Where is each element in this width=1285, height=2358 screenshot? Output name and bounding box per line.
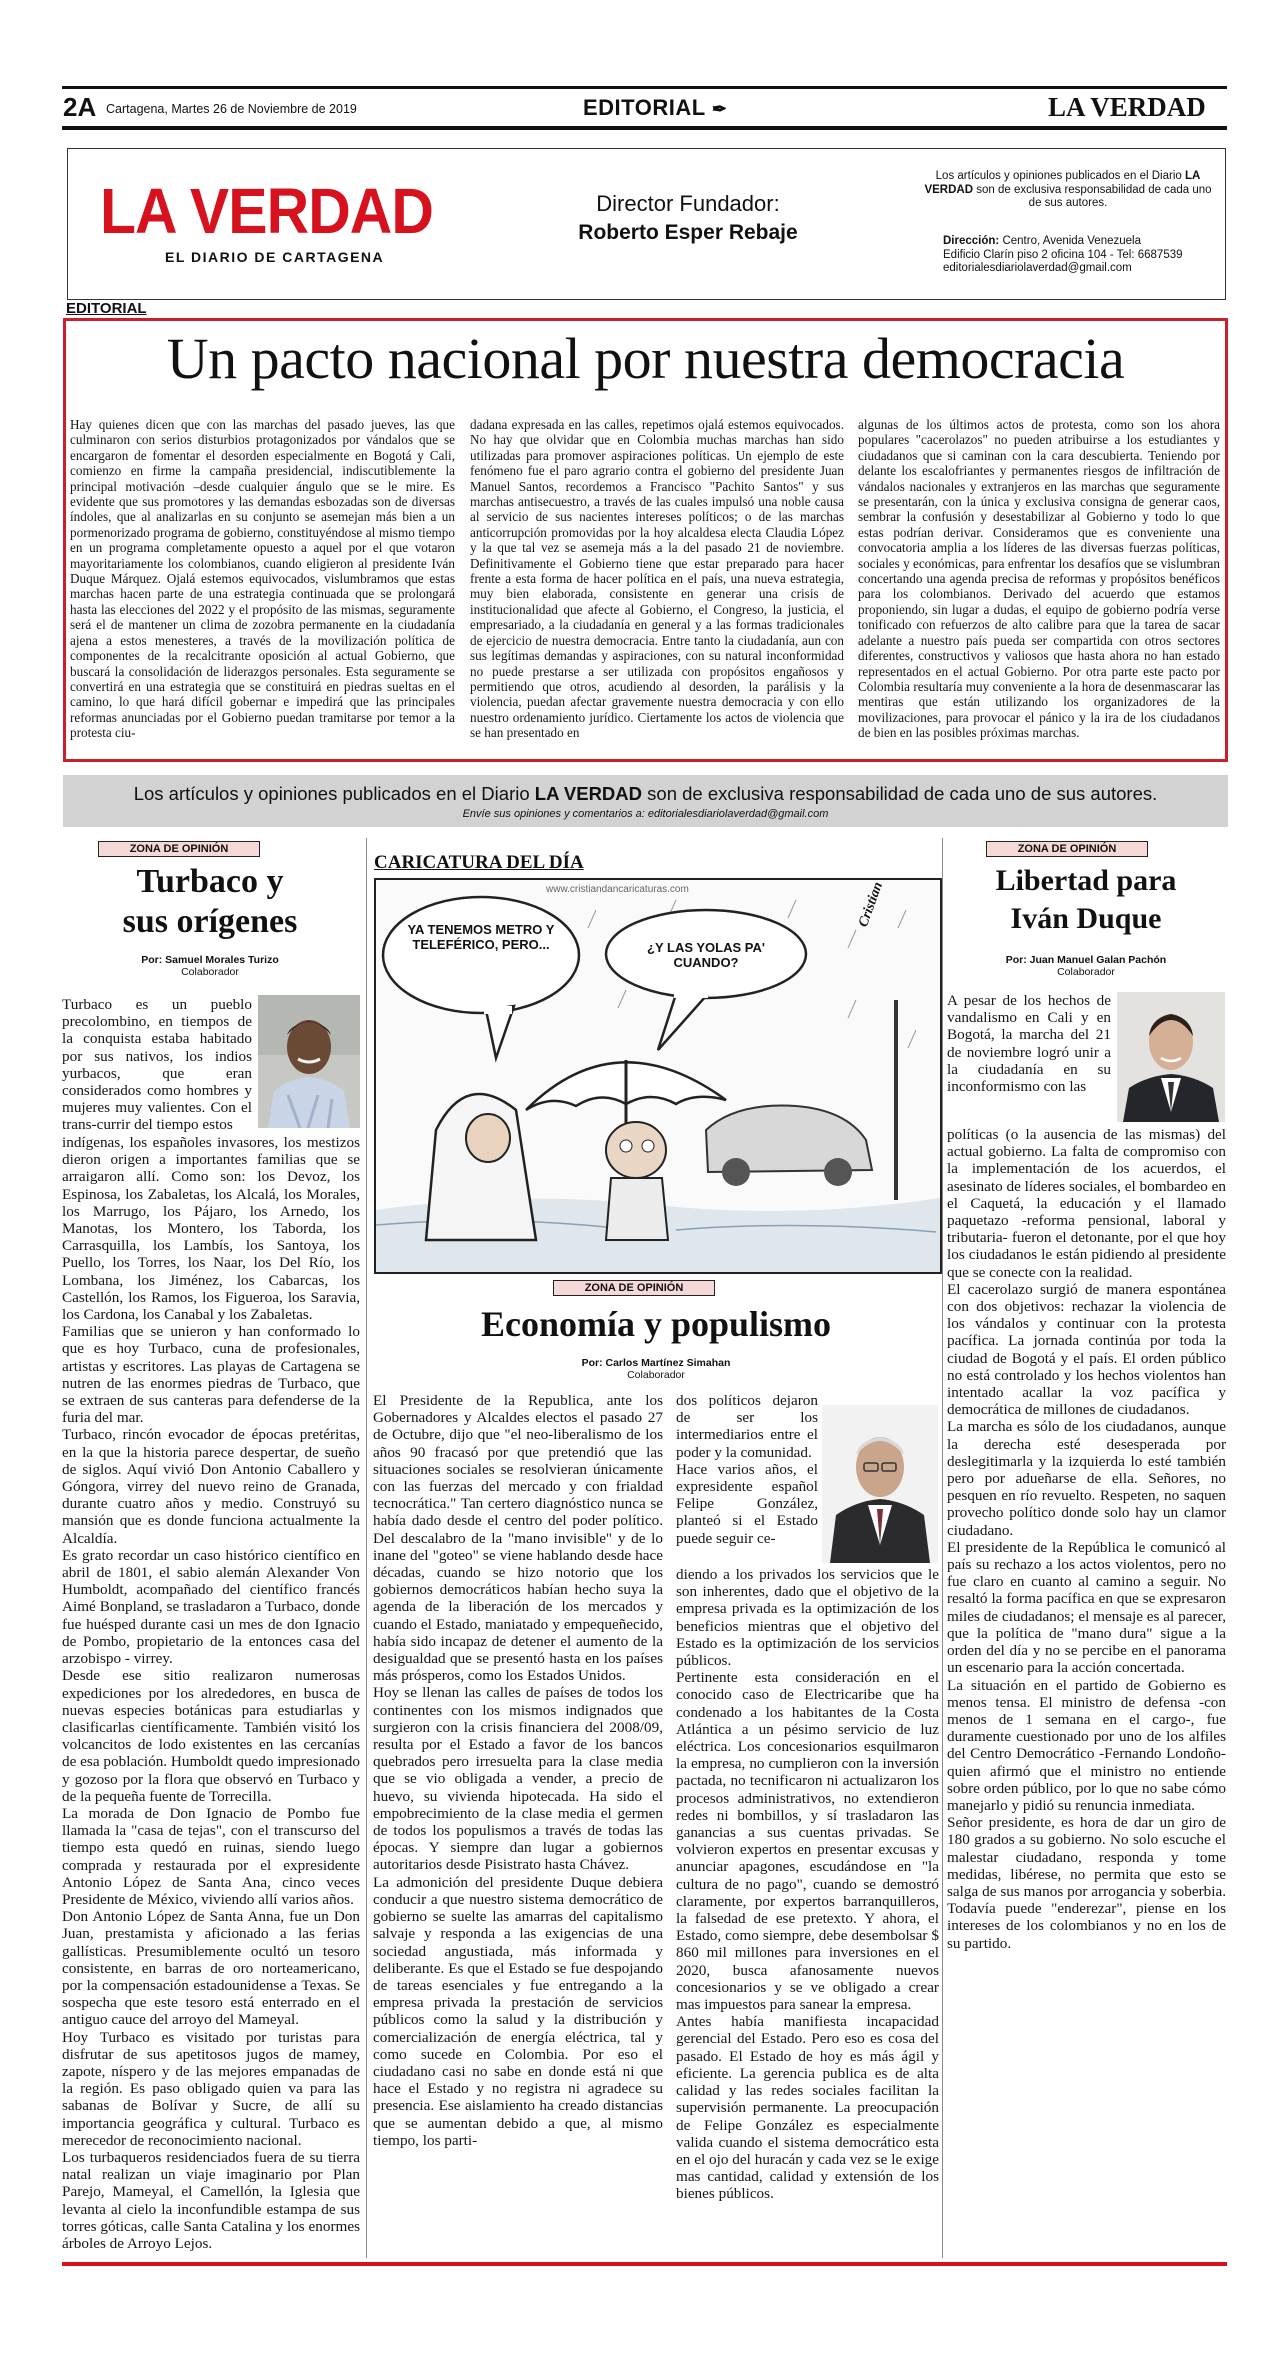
- turbaco-title: Turbaco y sus orígenes: [122, 863, 298, 940]
- column-divider-left: [366, 838, 367, 2258]
- economia-col-2-top: dos políticos dejaron de ser los intermediarios entre el poder y la comunidad. Hace varios años, el expresidente español Felipe González, planteó si el Estado puede seguir ce-: [676, 1392, 818, 1547]
- zona-opinion-tag-left: ZONA DE OPINIÓN: [98, 841, 260, 857]
- libertad-title: Libertad para Iván Duque: [995, 864, 1177, 935]
- turbaco-body: indígenas, los españoles invasores, los mestizos dieron origen a importantes familias que se arraigaron allí. Como son: los Devoz, los Espinosa, los Zabaletas, los Alcalá, los Morales, los Marrugo, los Pájaro, los Arnedo, los Manotas, los Montero, los Taborda, los Carrasquilla, los Lambís, los Santoya, los Puello, los Torres, los Naar, los Del Río, los Lombana, los Jiménez, los Cabarcas, los Castellón, los Ramos, los Figueroa, los Saravia, los Cardona, los Canabal y los Zabaletas. Familias que se unieron y han conformado lo que es hoy Turbaco, cuna de profesionales, artistas y escritores. Las playas de Cartagena se nutren de las enormes piedras de Turbaco, que se extraen de sus canteras para defenderse de la furia del mar. Turbaco, rincón evocador de épocas pretéritas, en la que la historia parece despertar, de sueño de siglos. Aquí vivió Don Antonio Caballero y Góngora, virrey del nuevo reino de Granada, durante cuatro años y medio. Construyó su mansión que es donde funciona actualmente la Alcaldía. Es grato recordar un caso histórico científico en abril de 1801, el sabio alemán Alexander Von Humboldt, acompañado del científico francés Aimé Bonpland, se trasladaron a Turbaco, donde fue huésped durante casi un mes de don Ignacio de Pombo, propietario de la entonces casa del arzobispo - virrey. Desde ese sitio realizaron numerosas expediciones por los alrededores, en busca de nuevas especies botánicas para estudiarlas y clasificarlas científicamente. También visitó los volcancitos de lodo existentes en las cercanías de esa población. Humboldt quedo impresionado y gozoso por la flora que observó en Turbaco y de la pequeña fuente de Torrecilla. La morada de Don Ignacio de Pombo fue llamada la "casa de tejas", con el transcurso del tiempo esta quedó en ruinas, siendo luego comprada y restaurada por el expresidente Antonio López de Santa Ana, cinco veces Presidente de México, viviendo allí varios años. Don Antonio López de Santa Anna, fue un Don Juan, prestamista y aficionado a las ferias gallísticas. Presumiblemente ocultó un tesoro consistente, en barras de oro norteamericano, por la compensación estadounidense a Texas. Se sospecha que este tesoro está enterrado en el antiguo cauce del arroyo del Mameyal. Hoy Turbaco es visitado por turistas para disfrutar de sus apetitosos jugos de mamey, zapote, níspero y de las mejores empanadas de la región. Es paso obligado quien va para las sabanas de Bolívar y Sucre, de allí su importancia geográfica y cultural. Turbaco es merecedor de reconocimiento nacional. Los turbaqueros residenciados fuera de su tierra natal realizan un viaje imaginario por Plan Parejo, Mameyal, el Camellón, la Iglesia que levanta al cielo la inconfundible estampa de sus torres góticas, calle Santa Catalina y los enormes árboles de Arroyo Lejos.: [62, 1134, 360, 2252]
- editorial-col-1: Hay quienes dicen que con las marchas del pasado jueves, las que culminaron con serios disturbios protagonizados por vándalos que se encargaron de fomentar el desorden especialmente en Bogotá y Cali, comienzo en firme la campaña presidencial, indiscutiblemente la principal motivación –desde cualquier ángulo que se le mire. Es evidente que sus promotores y las demandas esbozadas son de diversas índoles, que al analizarlas en su conjunto se asemejan más bien a un pormenorizado programa de gobierno, constituyéndose al mismo tiempo en un programa completamente opuesto a aquel por el que votaron mayoritariamente los colombianos, cuando eligieron al presidente Iván Duque Márquez. Ojalá estemos equivocados, vislumbramos que estas marchas hacen parte de una estrategia continuada que se prolongará hasta las elecciones del 2022 y el propósito de las mismas, seguramente será el de mantener un clima de zozobra permanente en la ciudadanía ajena a estos menesteres, a través de la movilización política de componentes de la recalcitrante oposición al actual Gobierno, que buscará la consolidación de liderazgos personales. Esta seguramente se convertirá en una estrategia que se constituirá en piedras sueltas en el camino, lo que hará difícil gobernar e impedirá que las principales reformas anunciadas por el Gobierno puedan tramitarse por temor a la protesta ciu-: [70, 417, 455, 741]
- editorial-box: [63, 318, 1228, 762]
- libertad-author-photo: [1117, 992, 1225, 1122]
- section-label: EDITORIAL ✒: [583, 95, 728, 120]
- quill-icon: ✒: [711, 99, 728, 119]
- banner-box: [67, 148, 1226, 300]
- economia-byline: Por: Carlos Martínez Simahan Colaborador: [581, 1357, 731, 1381]
- banner-disclaimer: Los artículos y opiniones publicados en el Diario LA VERDAD son de exclusiva responsabilidad de cada uno de sus autores.: [924, 170, 1212, 209]
- banner-address: Dirección: Centro, Avenida Venezuela Edificio Clarín piso 2 oficina 104 - Tel: 6687539 editorialesdiariolaverdad@gmail.com: [943, 235, 1183, 274]
- header-bottom-rule: [62, 126, 1227, 130]
- economia-col-1: El Presidente de la Republica, ante los Gobernadores y Alcaldes electos el pasado 27 de Octubre, dijo que "el neo-liberalismo de los años 90 fracasó por que pretendió que las situaciones sociales se resolvieran únicamente con las fuerzas del mercado y con frialdad tecnocrática." Tan certero diagnóstico nunca se había dado desde el centro del poder político. Del descalabro de la "mano invisible" y de lo inane del "goteo" se viene hablando desde hace décadas, cuando se hizo notorio que los gobiernos democráticos habían hecho suya la agenda de la liberación de los mercados y cuando el Estado, maniatado y empequeñecido, había sido incapaz de detener el aumento de la desigualdad que se presentó hasta en los países más prósperos, como los Estados Unidos. Hoy se llenan las calles de países de todos los continentes con los mismos indignados que surgieron con la crisis financiera del 2008/09, resulta por el Estado a favor de los bancos quebrados pero irresuelta para la clase media que se vio obligada a vender, a precio de huevo, su vivienda hipotecada. Ha sido el empobrecimiento de la clase media el germen de todos los populismos a través de todas las épocas. Y siempre dan lugar a gobiernos autoritarios desde Pisistrato hasta Chávez. La admonición del presidente Duque debiera conducir a que nuestro sistema democrático de gobierno se suelte las amarras del capitalismo salvaje y responda a las exigencias de una sociedad angustiada, más informada y deliberante. Es que el Estado se fue despojando de tareas esenciales y fue entregando a la empresa privada la prestación de servicios públicos como la salud y la distribución y comercialización de energía eléctrica, tal y como sucede en Colombia. Por eso el ciudadano casi no sabe en donde está ni que hace el Estado y no registra ni agradece su presencia. Ese aislamiento ha creado distancias que se aumentan debido a que, al mismo tiempo, los parti-: [373, 1392, 663, 2149]
- libertad-intro: A pesar de los hechos de vandalismo en Cali y en Bogotá, la marcha del 21 de noviembre logró unir a la ciudadanía en su inconformismo con las: [947, 992, 1111, 1096]
- editorial-title: Un pacto nacional por nuestra democracia: [166, 326, 1125, 391]
- libertad-byline: Por: Juan Manuel Galan Pachón Colaborador: [1005, 954, 1167, 978]
- cartoon-signature: Cristian: [856, 880, 887, 930]
- economia-author-photo: [822, 1405, 938, 1563]
- editorial-kicker: EDITORIAL: [66, 300, 147, 317]
- logo-subtitle: EL DIARIO DE CARTAGENA: [165, 249, 385, 265]
- turbaco-byline: Por: Samuel Morales Turizo Colaborador: [141, 954, 279, 978]
- caricatura-label: CARICATURA DEL DÍA: [374, 852, 584, 873]
- footer-rule: [62, 2262, 1227, 2266]
- economia-col-2: diendo a los privados los servicios que le son inherentes, dado que el objetivo de la empresa privada es la optimización de los beneficios mientras que el objetivo del Estado es la optimización de los servicios públicos. Pertinente esta consideración en el conocido caso de Electricaribe que ha condenado a los habitantes de la Costa Atlántica a un pésimo servicio de luz eléctrica. Los concesionarios esquilmaron la empresa, no cumplieron con la inversión pactada, no tecnificaron ni actualizaron los procesos administrativos, no extendieron redes ni bombillos, y sí trasladaron las ganancias a sus cuentas privadas. Se volvieron expertos en presentar excusas y anunciar apagones, escudándose en "la cultura de no pago", cuando se demostró claramente, por expertos barranquilleros, la falsedad de ese pretexto. Y ahora, el Estado, como siempre, debe desembolsar $ 860 mil millones para inversiones en el 2020, busca afanosamente nuevos concesionarios y se ve obligado a crear mas impuestos para sanear la empresa. Antes había manifiesta incapacidad gerencial del Estado. Pero eso es cosa del pasado. El Estado de hoy es más ágil y eficiente. La gerencia publica es de alta calidad y las redes sociales facilitan la supervisión permanente. La preocupación de Felipe González es especialmente valida cuando el sistema democrático esta en el ojo del huracán y cada vez se le exige mas cantidad, calidad y extensión de los bienes públicos.: [676, 1566, 939, 2203]
- editorial-col-2: dadana expresada en las calles, repetimos ojalá estemos equivocados. No hay que olvidar que en Colombia muchas marchas han sido utilizadas para promover aspiraciones políticas. Un ejemplo de este fenómeno fue el paro agrario contra el gobierno del presidente Juan Manuel Santos, recordemos a Francisco "Pachito Santos" y sus marchas antisecuestro, a través de las cuales impulsó una noble causa al servicio de sus nacientes intereses políticos; o de las marchas anticorrupción promovidas por la hoy alcaldesa electa Claudia López y la que tal vez se asemeja más a la del pasado 21 de noviembre. Definitivamente el Gobierno tiene que estar preparado para hacer frente a esta forma de hacer política en el país, una nueva estrategia, muy bien elaborada, consistente en generar una crisis de institucionalidad que afecte al Gobierno, el Congreso, la justicia, el empresariado, a la ciudadanía en general y a las formas tradicionales de ejercicio de nuestra democracia. Entre tanto la ciudadanía, aun con sus legítimas demandas y aspiraciones, con su natural inconformidad no puede prestarse a ser utilizada con propósitos engañosos y permitiendo que otros, acudiendo al desorden, la parálisis y la violencia, puedan afectar gravemente nuestra democracia y con ello nuestro ordenamiento jurídico. Ciertamente los actos de violencia que se han presentado en: [470, 417, 844, 741]
- cartoon-watermark: www.cristiandancaricaturas.com: [546, 884, 689, 895]
- header-top-rule: [62, 86, 1227, 89]
- logo: LA VERDAD: [100, 175, 434, 247]
- dateline: Cartagena, Martes 26 de Noviembre de 2019: [106, 102, 357, 116]
- economia-title: Economía y populismo: [480, 1304, 832, 1344]
- turbaco-author-photo: [258, 995, 360, 1128]
- masthead-small: LA VERDAD: [1048, 92, 1206, 122]
- zona-opinion-tag-right: ZONA DE OPINIÓN: [986, 841, 1148, 857]
- editorial-col-3: algunas de los últimos actos de protesta, como son los ahora populares "cacerolazos" no pueden atribuirse a los estudiantes y ciudadanos que si caminan con la cara descubierta. Teniendo por delante los escalofriantes y permanentes riesgos de infiltración de vándalos nacionales y extranjeros en las marchas que seguramente se presentarán, con la única y exclusiva consigna de generar caos, sembrar la confusión y desestabilizar al Gobierno y todo lo que estas podrían derivar. Consideramos que es conveniente una convocatoria amplia a los líderes de las diversas fuerzas políticas, sociales y económicas, para enfrentar los desafíos que se vislumbran concertando una agenda precisa de reformas y propósitos benéficos para los colombianos. Derivado del acuerdo que estamos proponiendo, sin lugar a dudas, el equipo de gobierno podría verse tonificado con refuerzos de alto calibre para que la tarea de sacar adelante a nuestro país pueda ser compartida con otros sectores diferentes, constructivos y valiosos que hasta ahora no han estado representados en el actual Gobierno. Por otra parte este pacto por Colombia resultaría muy conveniente a la hora de desenmascarar las mentiras que están utilizando los organizadores de la movilizaciones, para provocar el pánico y la ira de los ciudadanos de bien en las posibles próximas marchas.: [858, 417, 1220, 741]
- notice-bar: [63, 775, 1228, 827]
- column-divider-right: [942, 838, 943, 2258]
- caricatura-cartoon: [374, 878, 942, 1274]
- director-name: Roberto Esper Rebaje: [578, 221, 798, 244]
- cartoon-bubble-1: YA TENEMOS METRO Y TELEFÉRICO, PERO...: [407, 922, 555, 952]
- page-number: 2A: [63, 92, 97, 122]
- turbaco-intro: Turbaco es un pueblo precolombino, en tiempos de la conquista estaba habitado por sus nativos, los indios yurbacos, que eran considerados como hombres y mujeres muy valientes. Con el trans-currir del tiempo estos: [62, 996, 252, 1134]
- director-label: Director Fundador:: [596, 191, 780, 216]
- libertad-body: políticas (o la ausencia de las mismas) del actual gobierno. La falta de compromiso con la implementación de los acuerdos, el asesinato de líderes sociales, el bombardeo en el Caquetá, la educación y el llamado paquetazo -reforma pensional, laboral y tributaria- fueron el detonante, por el que hoy los ciudadanos le están pidiendo al presidente que se conecte con la realidad. El cacerolazo surgió de manera espontánea con dos objetivos: rechazar la violencia de los vándalos y continuar con la protesta pacífica. La jornada continúa por toda la ciudad de Bogotá y el país. El orden público no está controlado y los hechos violentos han intentado acallar la voz pacífica y democrática de millones de ciudadanos. La marcha es sólo de los ciudadanos, aunque la derecha esté desesperada por deslegitimarla y la izquierda lo esté también pero por adueñarse de ella. Señores, no pesquen en río revuelto. Respeten, no saquen provecho político donde solo hay un clamor ciudadano. El presidente de la República le comunicó al país su rechazo a los actos violentos, pero no fue claro en cuanto al camino a seguir. No resaltó la forma pacífica en que se expresaron miles de ciudadanos; el mensaje es al parecer, que la política de "mano dura" sigue a la orden del día y no se percibe en el panorama un escenario para la acción concertada. La situación en el partido de Gobierno es menos tensa. El ministro de defensa -con menos de 1 semana en el cargo-, fue duramente cuestionado por uno de los alfiles del Centro Democrático -Fernando Londoño- quien afirmó que el ministro no entiende sobre orden público, por lo que no sabe cómo manejarlo y pidió su renuncia inmediata. Señor presidente, es hora de dar un giro de 180 grados a su gobierno. No solo escuche el malestar ciudadano, responda y tome medidas, libérese, no permita que esto se salga de sus manos por arrogancia y soberbia. Todavía puede "enderezar", piense en los intereses de los colombianos y no en los de su partido.: [947, 1126, 1226, 1952]
- zona-opinion-tag-center: ZONA DE OPINIÓN: [553, 1280, 715, 1296]
- notice-email: Envíe sus opiniones y comentarios a: editorialesdiariolaverdad@gmail.com: [462, 808, 829, 820]
- notice-text: Los artículos y opiniones publicados en el Diario LA VERDAD son de exclusiva responsabilidad de cada uno de sus autores.: [133, 783, 1158, 804]
- cartoon-bubble-2: ¿Y LAS YOLAS PA' CUANDO?: [647, 940, 765, 970]
